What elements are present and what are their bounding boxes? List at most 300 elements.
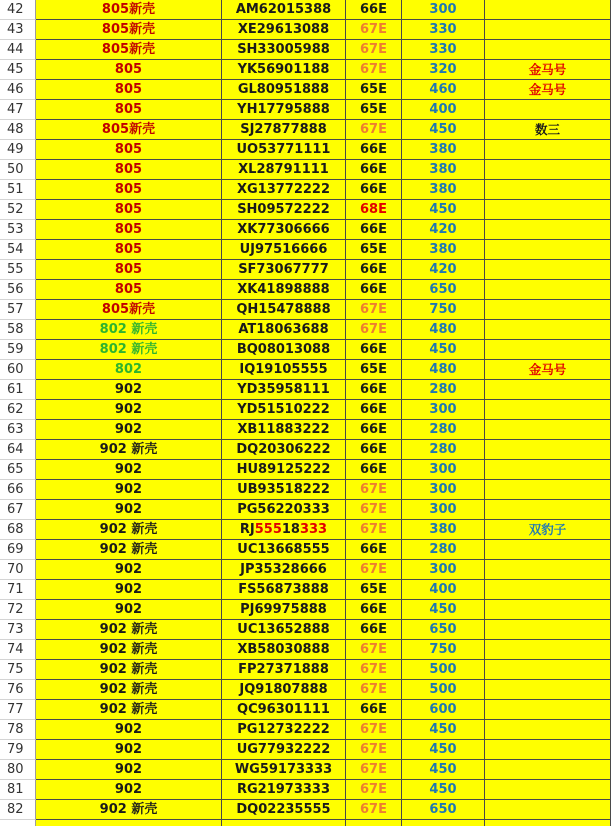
spec-cell[interactable]: 66E <box>346 180 402 200</box>
row-number[interactable]: 76 <box>0 680 36 700</box>
price-cell[interactable]: 480 <box>402 360 485 380</box>
table-row[interactable] <box>0 340 611 360</box>
plate-cell[interactable]: BQ08013088 <box>222 340 346 360</box>
model-cell[interactable] <box>36 660 222 680</box>
model-cell[interactable] <box>36 360 222 380</box>
table-row[interactable] <box>0 280 611 300</box>
partial-cell[interactable] <box>485 820 611 826</box>
note-cell[interactable]: 金马号 <box>485 80 611 100</box>
row-number[interactable] <box>0 820 36 826</box>
model-code: 902 <box>114 422 143 437</box>
plate-cell[interactable]: QH15478888 <box>222 300 346 320</box>
price-cell[interactable]: 420 <box>402 220 485 240</box>
price-cell[interactable]: 650 <box>402 280 485 300</box>
spec-cell[interactable]: 67E <box>346 300 402 320</box>
price-cell[interactable]: 300 <box>402 400 485 420</box>
note-cell[interactable] <box>485 400 611 420</box>
note-cell[interactable] <box>485 440 611 460</box>
row-number[interactable]: 71 <box>0 580 36 600</box>
spec-cell[interactable]: 66E <box>346 540 402 560</box>
spec-cell[interactable]: 67E <box>346 720 402 740</box>
model-cell[interactable] <box>36 120 222 140</box>
note-cell[interactable] <box>485 280 611 300</box>
note-cell[interactable] <box>485 560 611 580</box>
spec-cell[interactable]: 67E <box>346 680 402 700</box>
spec-cell[interactable]: 66E <box>346 460 402 480</box>
model-cell[interactable] <box>36 700 222 720</box>
price-cell[interactable]: 280 <box>402 380 485 400</box>
plate-cell[interactable]: UC13652888 <box>222 620 346 640</box>
model-cell[interactable] <box>36 180 222 200</box>
plate-cell[interactable]: FP27371888 <box>222 660 346 680</box>
note-cell[interactable]: 金马号 <box>485 60 611 80</box>
row-number[interactable]: 82 <box>0 800 36 820</box>
price-cell[interactable]: 380 <box>402 140 485 160</box>
note-cell[interactable] <box>485 540 611 560</box>
note-cell[interactable] <box>485 380 611 400</box>
model-cell[interactable] <box>36 340 222 360</box>
row-number[interactable]: 55 <box>0 260 36 280</box>
table-row[interactable] <box>0 780 611 800</box>
plate-cell[interactable]: FS56873888 <box>222 580 346 600</box>
spec-cell[interactable]: 67E <box>346 20 402 40</box>
row-number[interactable]: 70 <box>0 560 36 580</box>
spec-cell[interactable]: 66E <box>346 140 402 160</box>
spec-cell[interactable]: 66E <box>346 400 402 420</box>
partial-cell[interactable] <box>346 820 402 826</box>
plate-cell[interactable]: HU89125222 <box>222 460 346 480</box>
model-cell[interactable] <box>36 260 222 280</box>
table-row[interactable] <box>0 800 611 820</box>
plate-cell[interactable]: XB11883222 <box>222 420 346 440</box>
note-cell[interactable] <box>485 660 611 680</box>
row-number[interactable]: 56 <box>0 280 36 300</box>
table-row[interactable] <box>0 640 611 660</box>
row-number[interactable]: 67 <box>0 500 36 520</box>
model-cell[interactable] <box>36 220 222 240</box>
table-row[interactable] <box>0 520 611 540</box>
note-cell[interactable] <box>485 320 611 340</box>
table-row[interactable] <box>0 680 611 700</box>
price-cell[interactable]: 460 <box>402 80 485 100</box>
spec-cell[interactable]: 66E <box>346 220 402 240</box>
spec-cell[interactable]: 67E <box>346 800 402 820</box>
model-cell[interactable] <box>36 280 222 300</box>
table-row[interactable] <box>0 160 611 180</box>
model-code: 805 <box>101 122 130 137</box>
price-cell[interactable]: 500 <box>402 680 485 700</box>
model-cell[interactable] <box>36 40 222 60</box>
row-number[interactable]: 52 <box>0 200 36 220</box>
model-cell[interactable] <box>36 320 222 340</box>
plate-cell[interactable]: UO53771111 <box>222 140 346 160</box>
model-cell[interactable] <box>36 720 222 740</box>
plate-cell[interactable]: QC96301111 <box>222 700 346 720</box>
model-code: 902 <box>99 702 127 717</box>
plate-cell[interactable]: XK77306666 <box>222 220 346 240</box>
row-number[interactable]: 75 <box>0 660 36 680</box>
table-row[interactable] <box>0 440 611 460</box>
plate-cell[interactable]: JP35328666 <box>222 560 346 580</box>
row-number[interactable]: 49 <box>0 140 36 160</box>
note-cell[interactable] <box>485 640 611 660</box>
row-number[interactable]: 74 <box>0 640 36 660</box>
plate-cell[interactable]: AM62015388 <box>222 0 346 20</box>
note-cell[interactable] <box>485 480 611 500</box>
note-cell[interactable]: 金马号 <box>485 360 611 380</box>
model-cell[interactable] <box>36 380 222 400</box>
plate-cell[interactable]: YD51510222 <box>222 400 346 420</box>
table-row[interactable] <box>0 420 611 440</box>
note-cell[interactable] <box>485 200 611 220</box>
model-cell[interactable] <box>36 460 222 480</box>
table-row[interactable] <box>0 140 611 160</box>
price-cell[interactable]: 650 <box>402 800 485 820</box>
row-number[interactable]: 45 <box>0 60 36 80</box>
spec-cell[interactable]: 67E <box>346 760 402 780</box>
row-number[interactable]: 78 <box>0 720 36 740</box>
row-number[interactable]: 68 <box>0 520 36 540</box>
plate-cell[interactable]: XL28791111 <box>222 160 346 180</box>
spec-cell[interactable]: 65E <box>346 240 402 260</box>
plate-cell[interactable]: YK56901188 <box>222 60 346 80</box>
note-cell[interactable] <box>485 740 611 760</box>
model-cell[interactable] <box>36 620 222 640</box>
plate-cell[interactable]: XG13772222 <box>222 180 346 200</box>
price-cell[interactable]: 750 <box>402 300 485 320</box>
note-cell[interactable] <box>485 0 611 20</box>
price-cell[interactable]: 750 <box>402 640 485 660</box>
model-cell[interactable] <box>36 540 222 560</box>
price-cell[interactable]: 380 <box>402 520 485 540</box>
table-row[interactable] <box>0 540 611 560</box>
price-cell[interactable]: 330 <box>402 40 485 60</box>
table-row[interactable] <box>0 260 611 280</box>
price-cell[interactable]: 480 <box>402 320 485 340</box>
price-cell[interactable]: 300 <box>402 480 485 500</box>
table-row[interactable] <box>0 240 611 260</box>
table-row[interactable] <box>0 180 611 200</box>
model-cell[interactable] <box>36 140 222 160</box>
spec-cell[interactable]: 65E <box>346 580 402 600</box>
plate-cell[interactable]: IQ19105555 <box>222 360 346 380</box>
spec-cell[interactable]: 66E <box>346 280 402 300</box>
price-cell[interactable]: 450 <box>402 120 485 140</box>
plate-cell[interactable]: YD35958111 <box>222 380 346 400</box>
spec-cell[interactable]: 65E <box>346 100 402 120</box>
row-number[interactable]: 66 <box>0 480 36 500</box>
row-number[interactable]: 62 <box>0 400 36 420</box>
price-cell[interactable]: 380 <box>402 240 485 260</box>
note-cell[interactable] <box>485 40 611 60</box>
note-cell[interactable] <box>485 720 611 740</box>
price-cell[interactable]: 280 <box>402 540 485 560</box>
note-cell[interactable] <box>485 600 611 620</box>
spec-cell[interactable]: 67E <box>346 480 402 500</box>
note-cell[interactable] <box>485 620 611 640</box>
note-cell[interactable] <box>485 100 611 120</box>
row-number[interactable]: 46 <box>0 80 36 100</box>
price-cell[interactable]: 400 <box>402 100 485 120</box>
row-number[interactable]: 77 <box>0 700 36 720</box>
note-cell[interactable] <box>485 580 611 600</box>
price-cell[interactable]: 450 <box>402 340 485 360</box>
spec-cell[interactable]: 66E <box>346 600 402 620</box>
table-row[interactable] <box>0 100 611 120</box>
note-cell[interactable] <box>485 780 611 800</box>
spec-cell[interactable]: 67E <box>346 320 402 340</box>
spec-cell[interactable]: 66E <box>346 160 402 180</box>
model-cell[interactable] <box>36 400 222 420</box>
model-cell[interactable] <box>36 760 222 780</box>
spec-cell[interactable]: 67E <box>346 660 402 680</box>
model-cell[interactable] <box>36 60 222 80</box>
spec-cell[interactable]: 66E <box>346 440 402 460</box>
price-cell[interactable]: 300 <box>402 0 485 20</box>
model-suffix: 新壳 <box>126 542 158 557</box>
model-cell[interactable] <box>36 560 222 580</box>
row-number[interactable]: 64 <box>0 440 36 460</box>
table-row[interactable] <box>0 720 611 740</box>
table-row[interactable] <box>0 120 611 140</box>
spec-cell[interactable]: 65E <box>346 80 402 100</box>
row-number[interactable]: 42 <box>0 0 36 20</box>
price-cell[interactable]: 280 <box>402 440 485 460</box>
spec-cell[interactable]: 66E <box>346 0 402 20</box>
partial-cell[interactable] <box>402 820 485 826</box>
price-cell[interactable]: 380 <box>402 180 485 200</box>
row-number[interactable]: 57 <box>0 300 36 320</box>
spec-cell[interactable]: 67E <box>346 500 402 520</box>
table-row[interactable] <box>0 320 611 340</box>
model-cell[interactable] <box>36 420 222 440</box>
plate-cell[interactable]: PJ69975888 <box>222 600 346 620</box>
table-row[interactable] <box>0 400 611 420</box>
price-cell[interactable]: 450 <box>402 600 485 620</box>
partial-cell[interactable] <box>36 820 222 826</box>
row-number[interactable]: 63 <box>0 420 36 440</box>
model-cell[interactable] <box>36 500 222 520</box>
row-number[interactable]: 60 <box>0 360 36 380</box>
model-cell[interactable] <box>36 20 222 40</box>
table-row[interactable] <box>0 740 611 760</box>
model-code: 902 <box>114 502 143 517</box>
note-cell[interactable] <box>485 680 611 700</box>
price-cell[interactable]: 650 <box>402 620 485 640</box>
plate-cell[interactable]: DQ02235555 <box>222 800 346 820</box>
table-row[interactable] <box>0 40 611 60</box>
note-cell[interactable] <box>485 760 611 780</box>
plate-cell[interactable]: XK41898888 <box>222 280 346 300</box>
spec-cell[interactable]: 66E <box>346 340 402 360</box>
plate-cell[interactable]: GL80951888 <box>222 80 346 100</box>
price-cell[interactable]: 300 <box>402 560 485 580</box>
model-cell[interactable] <box>36 200 222 220</box>
note-cell[interactable] <box>485 340 611 360</box>
table-row[interactable] <box>0 360 611 380</box>
spec-cell[interactable]: 66E <box>346 380 402 400</box>
model-cell[interactable] <box>36 800 222 820</box>
table-row[interactable] <box>0 0 611 20</box>
price-cell[interactable]: 400 <box>402 580 485 600</box>
table-row[interactable] <box>0 620 611 640</box>
model-cell[interactable] <box>36 160 222 180</box>
table-row[interactable] <box>0 80 611 100</box>
model-code: 802 <box>99 342 127 357</box>
model-cell[interactable] <box>36 780 222 800</box>
row-number[interactable]: 50 <box>0 160 36 180</box>
table-row[interactable] <box>0 580 611 600</box>
price-cell[interactable]: 600 <box>402 700 485 720</box>
spec-cell[interactable]: 66E <box>346 700 402 720</box>
note-cell[interactable] <box>485 300 611 320</box>
model-cell[interactable] <box>36 600 222 620</box>
price-cell[interactable]: 450 <box>402 720 485 740</box>
table-row[interactable] <box>0 480 611 500</box>
note-cell[interactable] <box>485 160 611 180</box>
model-cell[interactable] <box>36 0 222 20</box>
spec-cell[interactable]: 67E <box>346 740 402 760</box>
model-cell[interactable] <box>36 580 222 600</box>
plate-cell[interactable]: XB58030888 <box>222 640 346 660</box>
row-number[interactable]: 79 <box>0 740 36 760</box>
row-number[interactable]: 61 <box>0 380 36 400</box>
spec-cell[interactable]: 67E <box>346 60 402 80</box>
spec-cell[interactable]: 67E <box>346 40 402 60</box>
price-cell[interactable]: 420 <box>402 260 485 280</box>
table-row[interactable] <box>0 660 611 680</box>
price-cell[interactable]: 450 <box>402 740 485 760</box>
note-cell[interactable] <box>485 420 611 440</box>
note-cell[interactable] <box>485 700 611 720</box>
model-cell[interactable] <box>36 640 222 660</box>
note-cell[interactable] <box>485 220 611 240</box>
price-cell[interactable]: 450 <box>402 200 485 220</box>
table-row-partial[interactable] <box>0 820 611 826</box>
row-number[interactable]: 58 <box>0 320 36 340</box>
plate-cell[interactable]: UG77932222 <box>222 740 346 760</box>
plate-cell[interactable]: UB93518222 <box>222 480 346 500</box>
table-row[interactable] <box>0 380 611 400</box>
table-row[interactable] <box>0 500 611 520</box>
table-row[interactable] <box>0 600 611 620</box>
note-cell[interactable] <box>485 500 611 520</box>
note-cell[interactable] <box>485 260 611 280</box>
plate-cell[interactable]: SF73067777 <box>222 260 346 280</box>
spec-cell[interactable]: 67E <box>346 520 402 540</box>
partial-cell[interactable] <box>222 820 346 826</box>
price-cell[interactable]: 500 <box>402 660 485 680</box>
row-number[interactable]: 80 <box>0 760 36 780</box>
spec-cell[interactable]: 67E <box>346 120 402 140</box>
price-cell[interactable]: 450 <box>402 780 485 800</box>
spec-cell[interactable]: 65E <box>346 360 402 380</box>
table-row[interactable] <box>0 200 611 220</box>
plate-cell[interactable]: PG12732222 <box>222 720 346 740</box>
note-cell[interactable]: 数三 <box>485 120 611 140</box>
price-cell[interactable]: 300 <box>402 460 485 480</box>
model-cell[interactable] <box>36 440 222 460</box>
row-number[interactable]: 72 <box>0 600 36 620</box>
table-row[interactable] <box>0 20 611 40</box>
spec-cell[interactable]: 66E <box>346 420 402 440</box>
plate-cell[interactable]: SH09572222 <box>222 200 346 220</box>
plate-cell[interactable]: JQ91807888 <box>222 680 346 700</box>
plate-cell[interactable]: UC13668555 <box>222 540 346 560</box>
row-number[interactable]: 43 <box>0 20 36 40</box>
plate-cell[interactable]: SJ27877888 <box>222 120 346 140</box>
row-number[interactable]: 44 <box>0 40 36 60</box>
model-cell[interactable] <box>36 520 222 540</box>
note-cell[interactable] <box>485 140 611 160</box>
table-row[interactable] <box>0 460 611 480</box>
price-cell[interactable]: 380 <box>402 160 485 180</box>
row-number[interactable]: 47 <box>0 100 36 120</box>
plate-cell[interactable]: DQ20306222 <box>222 440 346 460</box>
note-cell[interactable] <box>485 20 611 40</box>
plate-cell[interactable]: YH17795888 <box>222 100 346 120</box>
row-number[interactable]: 48 <box>0 120 36 140</box>
plate-cell[interactable] <box>222 520 346 540</box>
note-cell[interactable] <box>485 240 611 260</box>
spec-cell[interactable]: 67E <box>346 780 402 800</box>
spec-cell[interactable]: 68E <box>346 200 402 220</box>
price-cell[interactable]: 330 <box>402 20 485 40</box>
row-number[interactable]: 53 <box>0 220 36 240</box>
table-row[interactable] <box>0 760 611 780</box>
plate-cell[interactable]: WG59173333 <box>222 760 346 780</box>
row-number[interactable]: 54 <box>0 240 36 260</box>
spec-cell[interactable]: 67E <box>346 640 402 660</box>
spec-cell[interactable]: 66E <box>346 260 402 280</box>
table-row[interactable] <box>0 300 611 320</box>
table-row[interactable] <box>0 560 611 580</box>
row-number[interactable]: 59 <box>0 340 36 360</box>
row-number[interactable]: 81 <box>0 780 36 800</box>
price-cell[interactable]: 280 <box>402 420 485 440</box>
plate-cell[interactable]: RG21973333 <box>222 780 346 800</box>
row-number[interactable]: 69 <box>0 540 36 560</box>
plate-cell[interactable]: PG56220333 <box>222 500 346 520</box>
note-cell[interactable] <box>485 800 611 820</box>
price-cell[interactable]: 320 <box>402 60 485 80</box>
spec-cell[interactable]: 67E <box>346 560 402 580</box>
note-cell[interactable] <box>485 460 611 480</box>
model-cell[interactable] <box>36 680 222 700</box>
table-row[interactable] <box>0 60 611 80</box>
spec-cell[interactable]: 66E <box>346 620 402 640</box>
model-cell[interactable] <box>36 100 222 120</box>
price-cell[interactable]: 300 <box>402 500 485 520</box>
plate-cell[interactable]: SH33005988 <box>222 40 346 60</box>
note-cell[interactable]: 双豹子 <box>485 520 611 540</box>
price-cell[interactable]: 450 <box>402 760 485 780</box>
model-cell[interactable] <box>36 300 222 320</box>
model-cell[interactable] <box>36 740 222 760</box>
table-row[interactable] <box>0 220 611 240</box>
model-cell[interactable] <box>36 80 222 100</box>
plate-cell[interactable]: AT18063688 <box>222 320 346 340</box>
table-row[interactable] <box>0 700 611 720</box>
row-number[interactable]: 73 <box>0 620 36 640</box>
model-cell[interactable] <box>36 480 222 500</box>
plate-cell[interactable]: UJ97516666 <box>222 240 346 260</box>
row-number[interactable]: 65 <box>0 460 36 480</box>
note-cell[interactable] <box>485 180 611 200</box>
row-number[interactable]: 51 <box>0 180 36 200</box>
plate-cell[interactable]: XE29613088 <box>222 20 346 40</box>
model-cell[interactable] <box>36 240 222 260</box>
